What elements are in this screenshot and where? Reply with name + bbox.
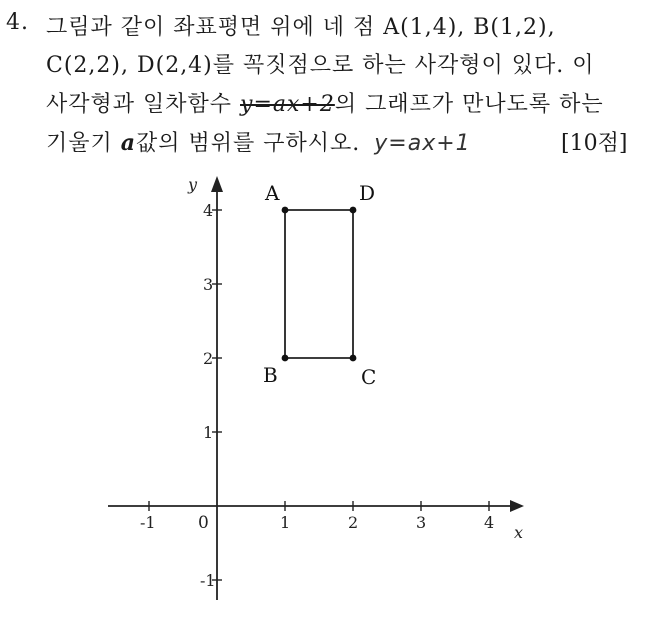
struck-function: y=ax+2 [240, 92, 335, 117]
handwritten-note: y=ax+1 [374, 131, 471, 156]
y-tick-label: 4 [203, 201, 214, 220]
vertex-point-a [282, 207, 289, 214]
slope-variable: a [120, 130, 137, 156]
problem-number: 4. [6, 10, 29, 35]
vertex-point-d [350, 207, 357, 214]
y-tick-label: 3 [203, 275, 214, 294]
x-tick-label: -1 [140, 513, 156, 532]
y-tick-label: 1 [203, 423, 214, 442]
vertex-point-c [350, 355, 357, 362]
x-tick-label: 2 [348, 513, 359, 532]
y-axis-arrow [211, 176, 223, 192]
vertex-label-a: A [265, 181, 280, 205]
y-axis-label: y [188, 175, 198, 194]
rectangle-abcd [263, 181, 376, 389]
x-tick-label: 1 [280, 513, 291, 532]
x-tick-label: 3 [416, 513, 427, 532]
y-tick-label: 2 [203, 349, 214, 368]
x-tick-label: 4 [484, 513, 495, 532]
score-label: [10점] [561, 131, 628, 156]
vertex-label-d: D [359, 181, 376, 205]
vertex-label-b: B [263, 363, 278, 387]
x-axis-arrow [510, 500, 524, 512]
origin-label: 0 [198, 513, 209, 533]
problem-line-2-text: C(2,2), D(2,4)를 꼭짓점으로 하는 사각형이 있다. 이 [46, 53, 595, 78]
vertex-point-b [282, 355, 289, 362]
problem-line-3-start: 사각형과 일차함수 [46, 92, 241, 117]
problem-line-4-end: 값의 범위를 구하시오. [136, 131, 361, 156]
vertex-label-c: C [361, 365, 377, 389]
rectangle-outline [285, 210, 353, 358]
problem-line-3-end: 의 그래프가 만나도록 하는 [334, 92, 604, 117]
problem-line-4-start: 기울기 [46, 131, 121, 156]
y-tick-label: -1 [200, 571, 216, 590]
problem-line-1-text: 그림과 같이 좌표평면 위에 네 점 A(1,4), B(1,2), [46, 15, 556, 40]
x-axis-label: x [514, 523, 524, 542]
